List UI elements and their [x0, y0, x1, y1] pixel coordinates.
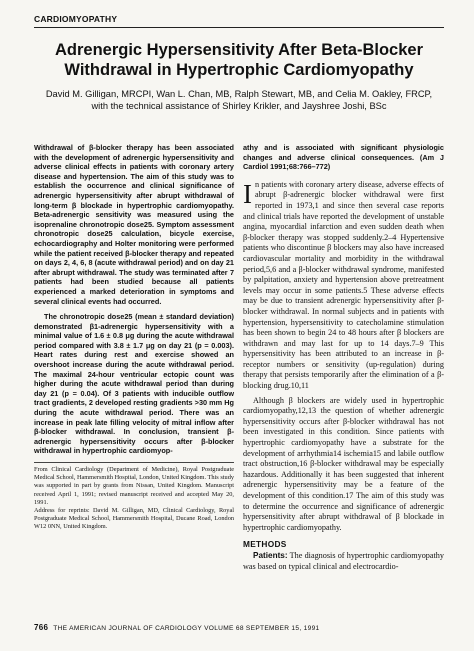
affiliation-rule — [34, 462, 234, 463]
journal-footer: THE AMERICAN JOURNAL OF CARDIOLOGY VOLUME 68 SEPTEMBER 15, 1991 — [53, 625, 320, 632]
title-line-2: Withdrawal in Hypertrophic Cardiomyopathy — [64, 61, 414, 79]
abstract-continuation: athy and is associated with significant physiologic changes and adverse clinical consequences. — [243, 143, 444, 162]
intro-paragraph-2: Although β blockers are widely used in hypertrophic cardiomyopathy,12,13 the question of whether adrenergic hypersensitivity occurs after β-blocker withdrawal has not been investigated in this condition. Since patients with hypertrophic cardiomyopathy have a substrate for the development of arrhythmia14 ischemia15 and labile outflow tract obstruction,16 β-blocker withdrawal may be especially hazardous. Additionally it has been suggested that inherent adrenergic hypersensitivity may be a feature of the development of this condition.17 The aim of this study was to determine the occurrence and significance of adrenergic hypersensitivity after abrupt withdrawal of β blockade in hypertrophic cardiomyopathy. — [243, 395, 444, 532]
patients-label: Patients: — [253, 551, 288, 561]
methods-paragraph — [243, 551, 444, 572]
abstract-paragraph-2: The chronotropic dose25 (mean ± standard deviation) demonstrated β1-adrenergic hypersensitivity with a minimal value of 1.6 ± 0.8 μg during the acute withdrawal period compared with 3.8 ± 1.7 μg on day 21 (p = 0.003). Heart rates during rest and exercise showed an overshoot increase during the acute withdrawal period. The maximal 24-hour ventricular ectopic count was higher during the acute withdrawal period than during day 21 (p = 0.04). Of 3 patients with inducible outflow tract gradients, 2 developed resting gradients >30 mm Hg during the acute withdrawal period. There was an increase in peak late filling velocity of mitral inflow after β-blocker withdrawal. In conclusion, transient β-adrenergic hypersensitivity occurs after β-blocker withdrawal in hypertrophic cardiomyop- — [34, 312, 234, 456]
section-label: CARDIOMYOPATHY — [34, 14, 118, 24]
article-title — [34, 40, 444, 80]
abstract-paragraph-3 — [243, 143, 444, 172]
authors-line-2: with the technical assistance of Shirley Krikler, and Jayshree Joshi, BSc — [91, 101, 387, 111]
abstract-paragraph-1: Withdrawal of β-blocker therapy has been associated with the development of adrenergic hypersensitivity and adverse clinical effects in patients with coronary artery disease and hypertension. The aim of this study was to establish the occurrence and clinical significance of adrenergic hypersensitivity after abrupt withdrawal of long-term β blockade in hypertrophic cardiomyopathy. Beta-adrenergic sensitivity was measured using the isoprenaline chronotropic dose25. Symptom assessment chronotropic dose25 calculation, bicycle exercise, echocardiography and Holter monitoring were performed while the patient received β-blocker therapy and repeated on days 2, 4, 6, 8 (acute withdrawal period) and on day 21 after abrupt withdrawal. The study was terminated after 7 patients had been studied because all patients experienced a marked deterioration in symptoms and several clinical events had occurred. — [34, 143, 234, 306]
affiliation-note: From Clinical Cardiology (Department of Medicine), Royal Postgraduate Medical School, Hammersmith Hospital, London, United Kingdom. This study was supported in part by grants from Nissan, United Kingdom. Manuscript received April 1, 1991; revised manuscript received and accepted May 20, 1991. — [34, 466, 234, 506]
citation: (Am J Cardiol 1991;68:766–772) — [243, 152, 444, 172]
title-line-1: Adrenergic Hypersensitivity After Beta-Blocker — [54, 41, 423, 59]
left-column — [34, 143, 234, 532]
methods-text: The diagnosis of hypertrophic cardiomyopathy was based on typical clinical and electrocardio- — [243, 551, 444, 571]
reprint-address: Address for reprints: David M. Gilligan, MD, Clinical Cardiology, Royal Postgraduate Medical School, Hammersmith Hospital, Ducane Road, London W12 0NN, United Kingdom. — [34, 507, 234, 531]
right-column — [243, 143, 444, 577]
page-number: 766 — [34, 623, 49, 632]
author-list — [34, 88, 444, 112]
page-footer — [34, 623, 320, 632]
drop-cap: I — [243, 178, 252, 209]
methods-heading: METHODS — [243, 539, 287, 550]
intro-text-1: n patients with coronary artery disease, adverse effects of abrupt β-adrenergic blocker withdrawal were first reported in 1973,1 and since then several case reports and clinical trials have reported the development of unstable angina, myocardial infarction and even sudden death when β-blocker therapy was stopped suddenly.2–4 Hypertensive patients who discontinue β blockers may also have increased cardiovascular mortality and morbidity in the withdrawal period,5,6 and a β-blocker withdrawal syndrome, manifested by palpitation, anxiety and hypertension above pretreatment levels may occur in some patients.5 These adverse effects may be due to transient adrenergic hypersensitivity after β-blocker withdrawal. In normal subjects and in patients with hypertension, hypersensitivity to catecholamine stimulation has been shown to begin 24 to 48 hours after β blockers are withdrawn and may last for up to 14 days.7–9 This hypersensitivity has been attributed to an increase in β-receptor numbers or sensitivity (up-regulation) during therapy that persists temporarily after the elimination of a β-blocking drug.10,11 — [243, 179, 444, 391]
intro-paragraph-1 — [243, 180, 444, 392]
header-rule — [34, 27, 444, 28]
authors-line-1: David M. Gilligan, MRCPI, Wan L. Chan, MB, Ralph Stewart, MB, and Celia M. Oakley, FRCP, — [45, 89, 433, 99]
